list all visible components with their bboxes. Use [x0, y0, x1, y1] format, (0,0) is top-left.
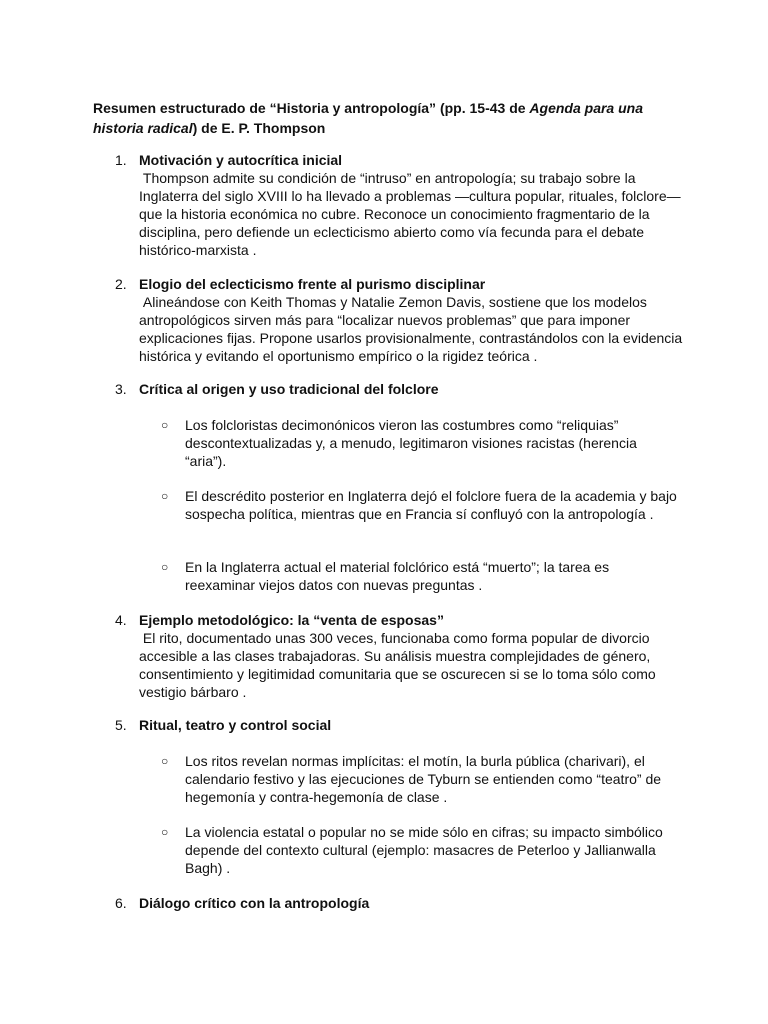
sub-item-text: La violencia estatal o popular no se mide sólo en cifras; su impacto simbólico depende del contexto cultural (ejemplo: masacres de Peterloo y Jallianwalla Bagh) . [185, 824, 663, 876]
list-item-3 [93, 380, 683, 398]
bullet-icon: ○ [161, 418, 169, 432]
sub-item-5-2 [139, 823, 679, 877]
sub-item-text: Los ritos revelan normas implícitas: el motín, la burla pública (charivari), el calendario festivo y las ejecuciones de Tyburn se entienden como “teatro” de hegemonía y contra-hegemonía de clase . [185, 753, 662, 805]
sub-item-3-1 [139, 416, 679, 470]
list-item-6 [93, 894, 683, 912]
sub-item-3-3 [139, 558, 679, 594]
list-item-4 [93, 611, 683, 701]
sub-item-text: En la Inglaterra actual el material folclórico está “muerto”; la tarea es reexaminar viejos datos con nuevas preguntas . [185, 559, 610, 593]
title-book-italic: Agenda para una historia radical [93, 100, 644, 136]
sub-item-5-1 [139, 752, 679, 806]
sub-item-3-2 [139, 487, 679, 523]
sub-item-text: Los folcloristas decimonónicos vieron las costumbres como “reliquias” descontextualizadas y, a menudo, legitimaron visiones racistas (herencia “aria”). [185, 417, 637, 469]
item-heading-4: Ejemplo metodológico: la “venta de esposas” [139, 612, 444, 628]
bullet-icon: ○ [161, 560, 169, 574]
list-item-1 [93, 151, 683, 259]
item-heading-1: Motivación y autocrítica inicial [139, 152, 343, 168]
item-text-2: Alineándose con Keith Thomas y Natalie Zemon Davis, sostiene que los modelos antropológicos sirven más para “localizar nuevos problemas” que para imponer explicaciones fijas. Propone usarlos provisionalmente, contrastándolos con la evidencia histórica y evitando el oportunismo empírico o la rigidez teórica . [139, 294, 687, 364]
sub-item-text: El descrédito posterior en Inglaterra dejó el folclore fuera de la academia y bajo sospecha política, mientras que en Francia sí confluyó con la antropología . [185, 488, 677, 522]
list-item-5 [93, 716, 683, 734]
item-text-1: Thompson admite su condición de “intruso” en antropología; su trabajo sobre la Inglaterra del siglo XVIII lo ha llevado a problemas —cultura popular, rituales, folclore— que la historia económica no cubre. Reconoce un conocimiento fragmentario de la disciplina, pero defiende un eclecticismo abierto como vía fecunda para el debate histórico-marxista . [139, 170, 685, 258]
title-part-2: ) de E. P. Thompson [192, 120, 326, 136]
bullet-icon: ○ [161, 825, 169, 839]
title-part-1: Resumen estructurado de “Historia y antropología” (pp. 15-43 de [93, 100, 530, 116]
list-item-2 [93, 275, 687, 365]
list-number-3: 3. [115, 381, 127, 397]
list-number-4: 4. [115, 612, 127, 628]
document-title [93, 98, 683, 138]
bullet-icon: ○ [161, 754, 169, 768]
item-heading-6: Diálogo crítico con la antropología [139, 895, 370, 911]
bullet-icon: ○ [161, 489, 169, 503]
list-number-1: 1. [115, 152, 127, 168]
item-heading-3: Crítica al origen y uso tradicional del folclore [139, 381, 439, 397]
list-number-6: 6. [115, 895, 127, 911]
list-number-5: 5. [115, 717, 127, 733]
item-heading-5: Ritual, teatro y control social [139, 717, 332, 733]
item-heading-2: Elogio del eclecticismo frente al purismo disciplinar [139, 276, 486, 292]
list-number-2: 2. [115, 276, 127, 292]
item-text-4: El rito, documentado unas 300 veces, funcionaba como forma popular de divorcio accesible a las clases trabajadoras. Su análisis muestra complejidades de género, consentimiento y legitimidad comunitaria que se oscurecen si se lo toma sólo como vestigio bárbaro . [139, 630, 660, 700]
